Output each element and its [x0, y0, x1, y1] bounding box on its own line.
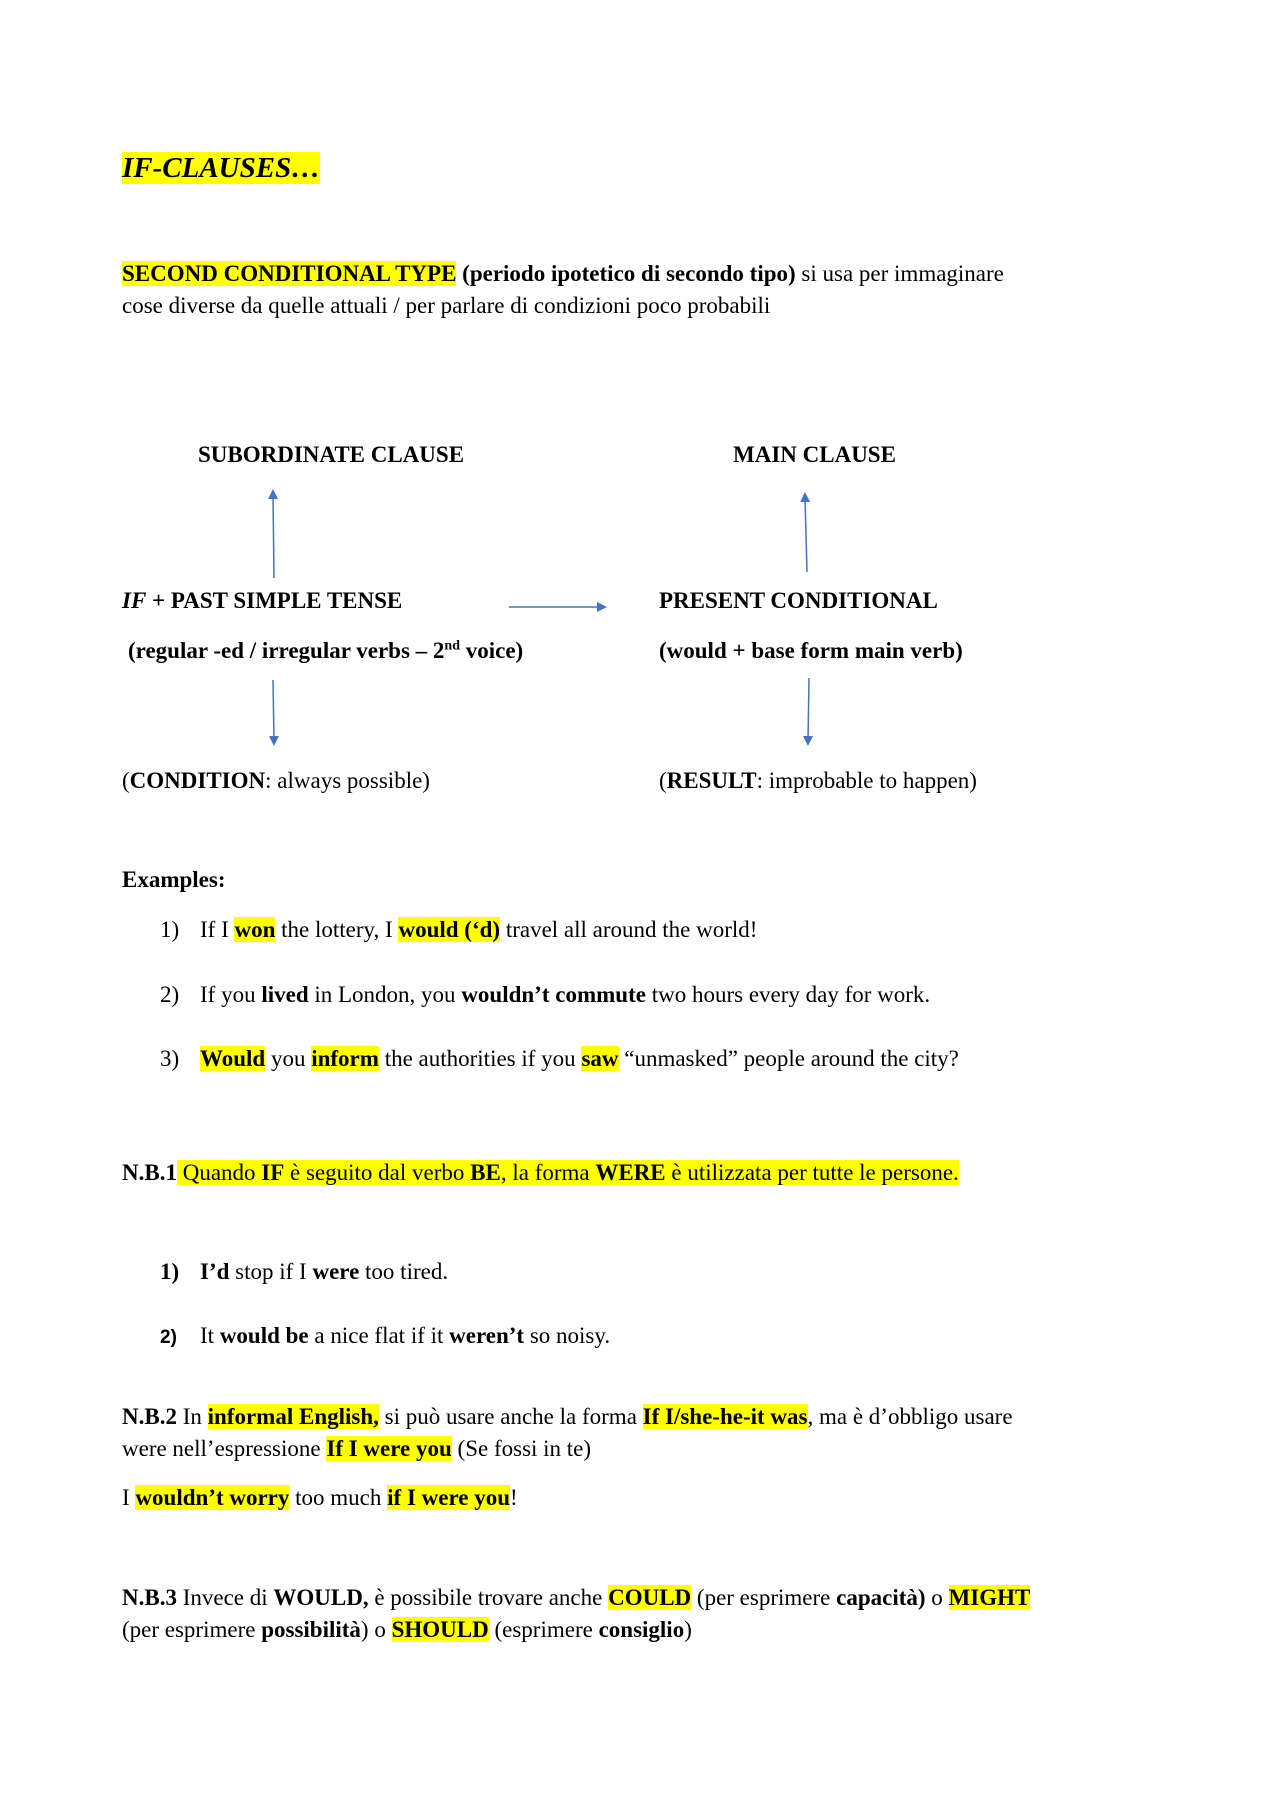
diagram-arrows: [0, 0, 1280, 800]
nb2-label: N.B.2: [122, 1404, 177, 1429]
subordinate-clause-formula: IF + PAST SIMPLE TENSE: [122, 588, 403, 613]
arrow-up-right: [805, 497, 807, 572]
subordinate-clause-detail: (regular -ed / irregular verbs – 2nd voice): [128, 638, 524, 663]
arrow-up-left: [273, 494, 274, 578]
if-word: IF: [122, 588, 147, 613]
nb2-line-2: were nell’espressione If I were you (Se fossi in te): [122, 1436, 592, 1461]
examples-heading: Examples:: [122, 867, 226, 892]
arrow-down-left: [273, 680, 274, 741]
subordinate-clause-header: SUBORDINATE CLAUSE: [198, 442, 465, 467]
condition-note: (CONDITION: always possible): [122, 768, 430, 793]
nb3-label: N.B.3: [122, 1585, 177, 1610]
main-clause-detail: (would + base form main verb): [659, 638, 963, 663]
result-note: (RESULT: improbable to happen): [659, 768, 977, 793]
intro-text-1: si usa per immaginare: [795, 261, 1004, 286]
main-clause-formula: PRESENT CONDITIONAL: [659, 588, 938, 613]
nb1-example-2: 2) It would be a nice flat if it weren’t so noisy.: [160, 1323, 611, 1348]
nb2-example: I wouldn’t worry too much if I were you!: [122, 1485, 518, 1510]
page-title-text: IF-CLAUSES…: [122, 152, 321, 184]
intro-text-2: cose diverse da quelle attuali / per parlare di condizioni poco probabili: [122, 293, 771, 318]
example-item-3: 3) Would you inform the authorities if you saw “unmasked” people around the city?: [160, 1046, 959, 1071]
nb1-example-1: 1) I’d stop if I were too tired.: [160, 1259, 449, 1284]
nb1-paragraph: N.B.1 Quando IF è seguito dal verbo BE, la forma WERE è utilizzata per tutte le persone.: [122, 1160, 959, 1185]
nb3-line-1: N.B.3 Invece di WOULD, è possibile trovare anche COULD (per esprimere capacità) o MIGHT: [122, 1585, 1031, 1610]
nb2-line-1: N.B.2 In informal English, si può usare anche la forma If I/she-he-it was, ma è d’obbligo usare: [122, 1404, 1013, 1429]
arrow-down-right: [808, 678, 809, 741]
nb1-label: N.B.1: [122, 1160, 177, 1185]
nb3-line-2: (per esprimere possibilità) o SHOULD (esprimere consiglio): [122, 1617, 692, 1642]
intro-gloss: (periodo ipotetico di secondo tipo): [462, 261, 796, 286]
intro-term: SECOND CONDITIONAL TYPE: [122, 261, 457, 286]
example-item-2: 2) If you lived in London, you wouldn’t commute two hours every day for work.: [160, 982, 931, 1007]
main-clause-header: MAIN CLAUSE: [733, 442, 896, 467]
example-item-1: 1) If I won the lottery, I would (‘d) travel all around the world!: [160, 917, 758, 942]
